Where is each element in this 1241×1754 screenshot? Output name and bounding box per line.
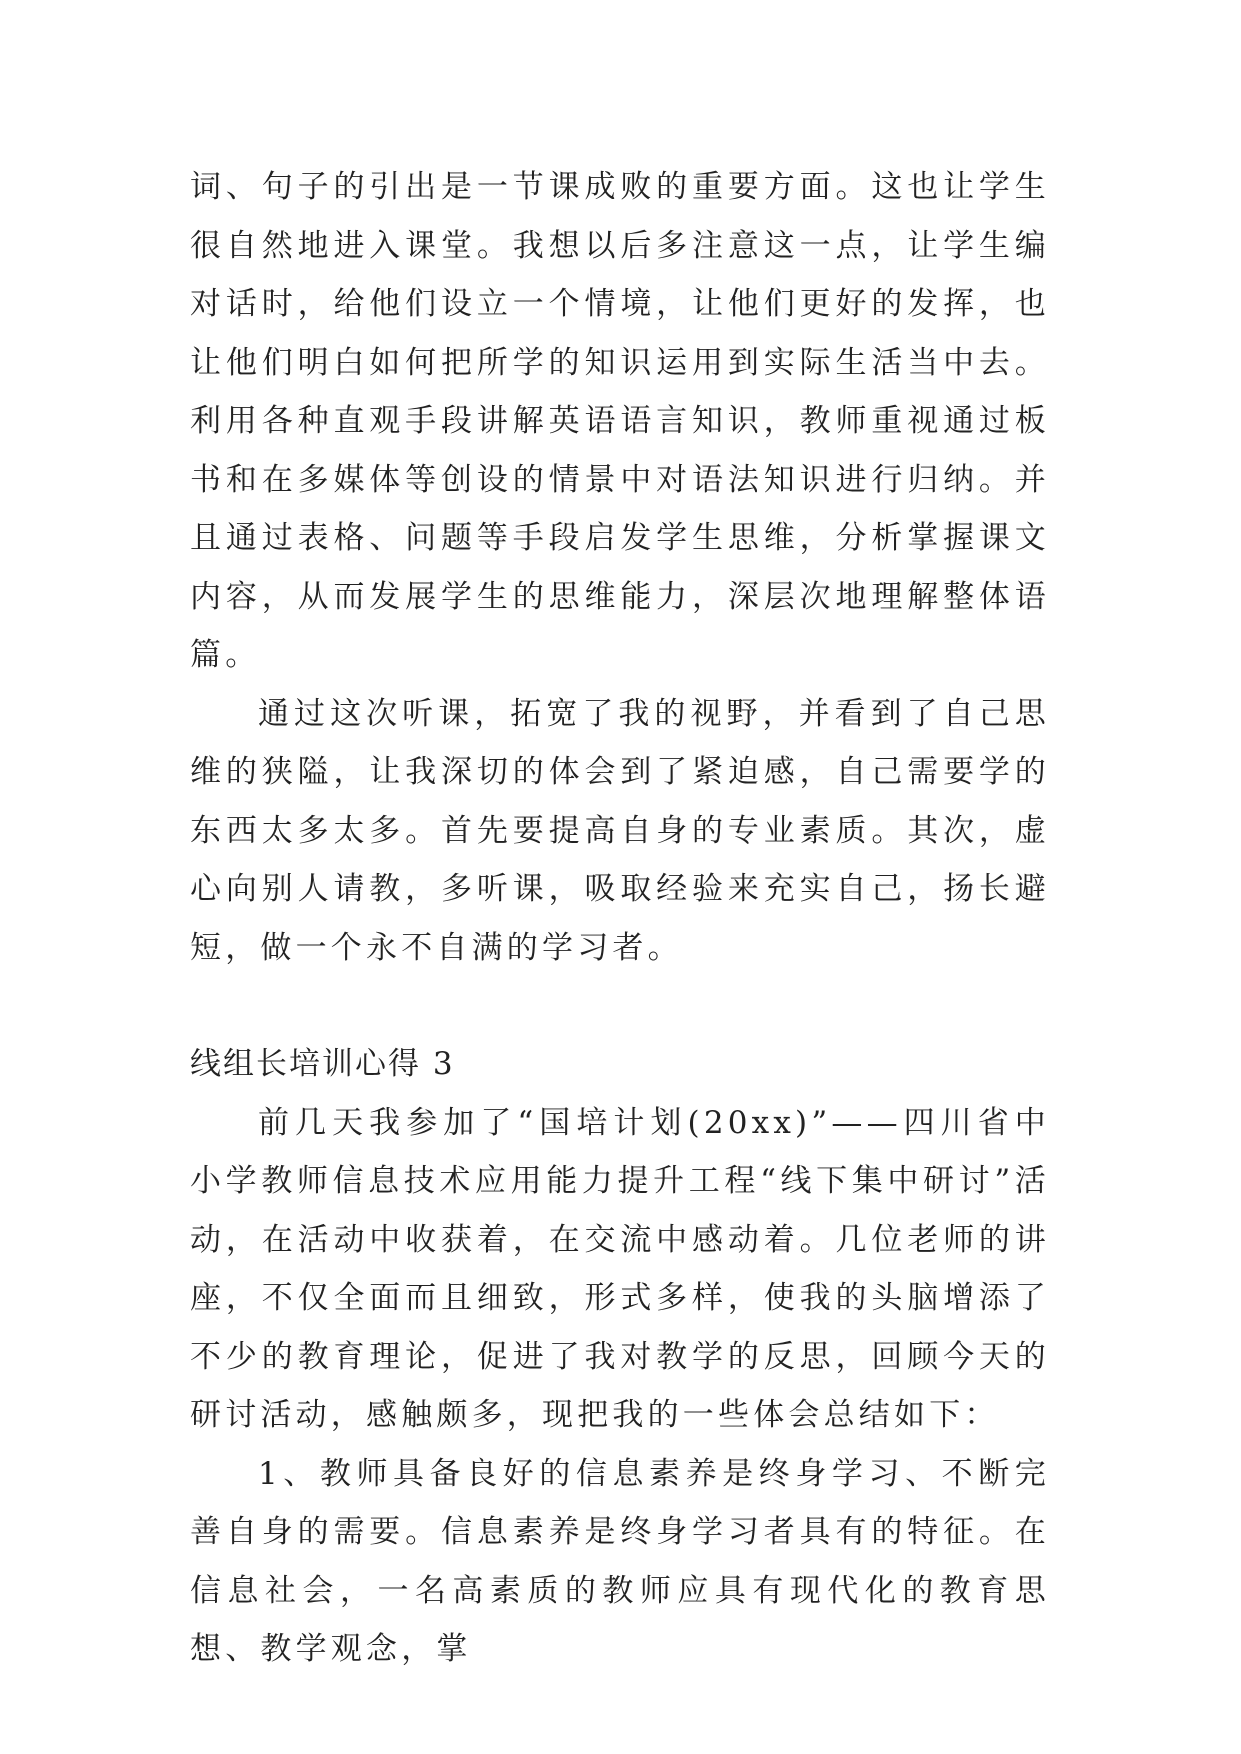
paragraph-1: 词、句子的引出是一节课成败的重要方面。这也让学生很自然地进入课堂。我想以后多注意这一点，让学生编对话时，给他们设立一个情境，让他们更好的发挥，也让他们明白如何把所学的知识运用到实际生活当中去。利用各种直观手段讲解英语语言知识，教师重视通过板书和在多媒体等创设的情景中对语法知识进行归纳。并且通过表格、问题等手段启发学生思维，分析掌握课文内容，从而发展学生的思维能力，深层次地理解整体语篇。 [190,169,1050,673]
section-heading: 线组长培训心得 3 [190,1046,455,1082]
paragraph-2: 通过这次听课，拓宽了我的视野，并看到了自己思维的狭隘，让我深切的体会到了紧迫感，自己需要学的东西太多太多。首先要提高自身的专业素质。其次，虚心向别人请教，多听课，吸取经验来充实自己，扬长避短，做一个永不自满的学习者。 [190,695,1050,966]
document-body [190,158,1050,1679]
paragraph-4: 1、教师具备良好的信息素养是终身学习、不断完善自身的需要。信息素养是终身学习者具有的特征。在信息社会，一名高素质的教师应具有现代化的教育思想、教学观念，掌 [190,1455,1050,1667]
paragraph-3: 前几天我参加了“国培计划(20xx)”——四川省中小学教师信息技术应用能力提升工程“线下集中研讨”活动，在活动中收获着，在交流中感动着。几位老师的讲座，不仅全面而且细致，形式多样，使我的头脑增添了不少的教育理论，促进了我对教学的反思，回顾今天的研讨活动，感触颇多，现把我的一些体会总结如下： [190,1104,1050,1433]
